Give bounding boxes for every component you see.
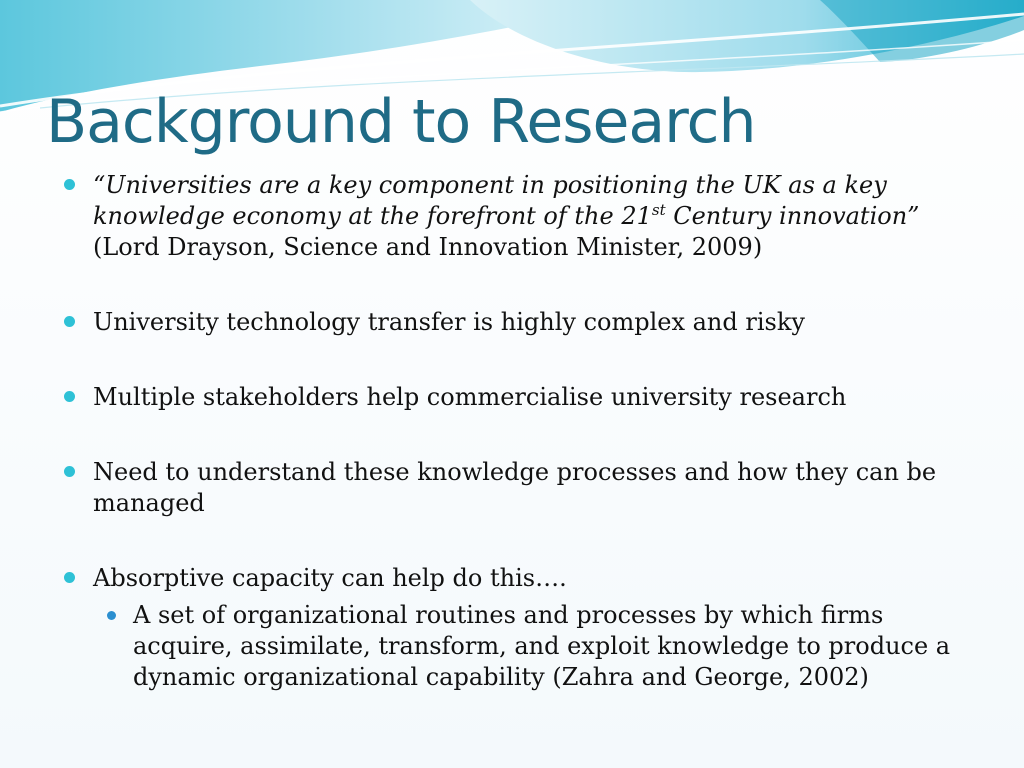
bullet-item-absorptive-capacity bbox=[60, 563, 980, 693]
bullet-item-tech-transfer bbox=[60, 307, 980, 338]
bullet-dot-icon bbox=[64, 466, 75, 477]
bullet-dot-icon bbox=[64, 572, 75, 583]
bullet-text: University technology transfer is highly complex and risky bbox=[93, 308, 805, 336]
sub-bullet-list bbox=[93, 600, 980, 693]
superscript: st bbox=[651, 201, 666, 219]
bullet-dot-icon bbox=[64, 179, 75, 190]
bullet-text: Multiple stakeholders help commercialise university research bbox=[93, 383, 847, 411]
bullet-list bbox=[60, 170, 980, 693]
slide-title: Background to Research bbox=[46, 87, 756, 157]
quote-citation: (Lord Drayson, Science and Innovation Minister, 2009) bbox=[93, 233, 763, 261]
bullet-item-knowledge-processes bbox=[60, 457, 980, 519]
bullet-text: Need to understand these knowledge processes and how they can be managed bbox=[93, 458, 937, 517]
bullet-item-stakeholders bbox=[60, 382, 980, 413]
sub-bullet-dot-icon bbox=[107, 611, 116, 620]
sub-bullet-item-definition bbox=[93, 600, 980, 693]
bullet-text: Absorptive capacity can help do this…. bbox=[93, 564, 567, 592]
bullet-item-quote bbox=[60, 170, 980, 263]
quote-text: “Universities are a key component in positioning the UK as a key knowledge economy at the forefront of the 21st Century innovation” bbox=[93, 171, 920, 230]
bullet-dot-icon bbox=[64, 391, 75, 402]
bullet-dot-icon bbox=[64, 316, 75, 327]
sub-bullet-text: A set of organizational routines and processes by which firms acquire, assimilate, transform, and exploit knowledge to produce a dynamic organizational capability (Zahra and George, 2002) bbox=[133, 601, 951, 691]
